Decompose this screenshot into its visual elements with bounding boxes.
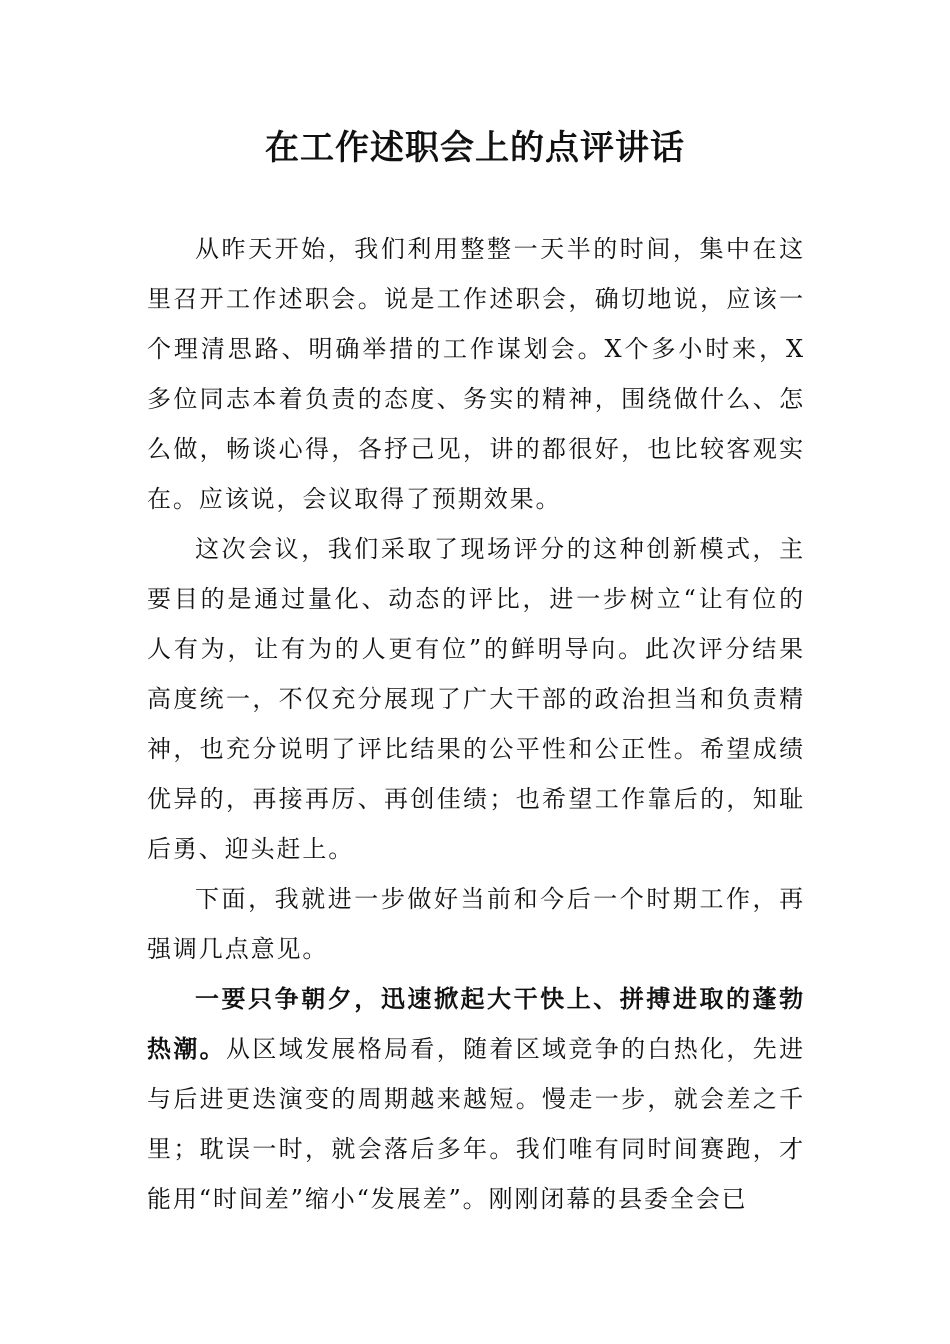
paragraph-text: 从昨天开始，我们利用整整一天半的时间，集中在这里召开工作述职会。说是工作述职会，确切地说，应该一个理清思路、明确举措的工作谋划会。X个多小时来，X多位同志本着负责的态度、务实的精神，围绕做什么、怎么做，畅谈心得，各抒己见，讲的都很好，也比较客观实在。应该说，会议取得了预期效果。 bbox=[147, 235, 805, 513]
document-body bbox=[147, 224, 805, 1224]
paragraph-text: 从区域发展格局看，随着区域竞争的白热化，先进与后进更迭演变的周期越来越短。慢走一步，就会差之千里；耽误一时，就会落后多年。我们唯有同时间赛跑，才能用“时间差”缩小“发展差”。刚刚闭幕的县委全会已 bbox=[147, 1035, 805, 1213]
paragraph bbox=[147, 974, 805, 1224]
paragraph-text: 下面，我就进一步做好当前和今后一个时期工作，再强调几点意见。 bbox=[147, 885, 805, 963]
paragraph bbox=[147, 874, 805, 974]
paragraph bbox=[147, 524, 805, 874]
paragraph bbox=[147, 224, 805, 524]
paragraph-lead-heading: 一要只争朝夕，迅速掀起大干快上、拼搏进取的蓬勃热潮。 bbox=[147, 985, 805, 1063]
document-title: 在工作述职会上的点评讲话 bbox=[265, 128, 685, 168]
paragraph-text: 这次会议，我们采取了现场评分的这种创新模式，主要目的是通过量化、动态的评比，进一步树立“让有位的人有为，让有为的人更有位”的鲜明导向。此次评分结果高度统一，不仅充分展现了广大干部的政治担当和负责精神，也充分说明了评比结果的公平性和公正性。希望成绩优异的，再接再厉、再创佳绩；也希望工作靠后的，知耻后勇、迎头赶上。 bbox=[147, 535, 805, 863]
